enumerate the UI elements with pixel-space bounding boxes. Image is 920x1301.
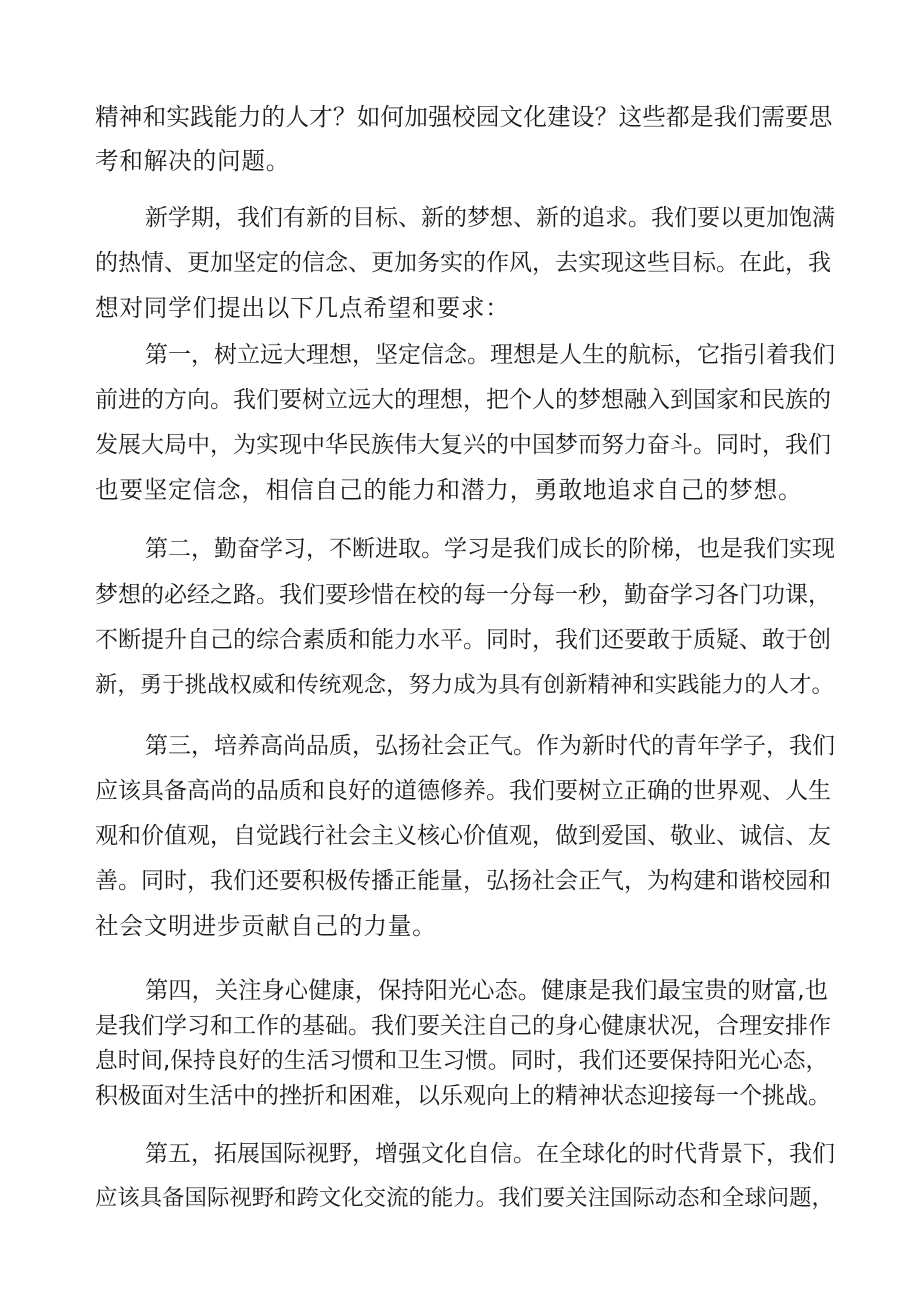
text-line: 想对同学们提出以下几点希望和要求： — [95, 294, 510, 322]
paragraph-first-line: 第二，勤奋学习，不断进取。学习是我们成长的阶梯，也是我们实现 — [145, 536, 835, 562]
paragraph-first-line: 第五，拓展国际视野，增强文化自信。在全球化的时代背景下，我们 — [145, 1141, 835, 1167]
text-line: 发展大局中，为实现中华民族伟大复兴的中国梦而努力奋斗。同时，我们 — [95, 432, 831, 458]
paragraph-first-line: 新学期，我们有新的目标、新的梦想、新的追求。我们要以更加饱满 — [145, 205, 835, 231]
text-line: 积极面对生活中的挫折和困难，以乐观向上的精神状态迎接每一个挑战。 — [95, 1083, 831, 1109]
text-line: 息时间,保持良好的生活习惯和卫生习惯。同时，我们还要保持阳光心态， — [95, 1048, 829, 1074]
text-line: 考和解决的问题。 — [95, 147, 291, 175]
text-line: 新，勇于挑战权威和传统观念，努力成为具有创新精神和实践能力的人才。 — [95, 672, 834, 698]
text-line: 不断提升自己的综合素质和能力水平。同时，我们还要敢于质疑、敢于创 — [95, 627, 831, 653]
text-line: 精神和实践能力的人才？如何加强校园文化建设？这些都是我们需要思 — [95, 103, 833, 131]
text-line: 也要坚定信念，相信自己的能力和潜力，勇敢地追求自己的梦想。 — [95, 476, 803, 504]
text-line: 应该具备国际视野和跨文化交流的能力。我们要关注国际动态和全球问题， — [95, 1185, 834, 1211]
text-line: 的热情、更加坚定的信念、更加务实的作风，去实现这些目标。在此，我 — [95, 250, 831, 276]
text-line: 梦想的必经之路。我们要珍惜在校的每一分每一秒，勤奋学习各门功课， — [95, 582, 831, 608]
text-line: 社会文明进步贡献自己的力量。 — [95, 912, 437, 940]
paragraph-first-line: 第三，培养高尚品质，弘扬社会正气。作为新时代的青年学子，我们 — [145, 733, 835, 759]
text-line: 应该具备高尚的品质和良好的道德修养。我们要树立正确的世界观、人生 — [95, 778, 831, 804]
text-line: 前进的方向。我们要树立远大的理想，把个人的梦想融入到国家和民族的 — [95, 387, 831, 413]
text-line: 善。同时，我们还要积极传播正能量，弘扬社会正气，为构建和谐校园和 — [95, 868, 831, 894]
paragraph-first-line: 第一，树立远大理想，坚定信念。理想是人生的航标，它指引着我们 — [145, 342, 835, 368]
text-line: 是我们学习和工作的基础。我们要关注自己的身心健康状况，合理安排作 — [95, 1013, 831, 1039]
paragraph-first-line: 第四，关注身心健康，保持阳光心态。健康是我们最宝贵的财富,也 — [145, 977, 829, 1004]
text-line: 观和价值观，自觉践行社会主义核心价值观，做到爱国、敬业、诚信、友 — [95, 823, 831, 849]
